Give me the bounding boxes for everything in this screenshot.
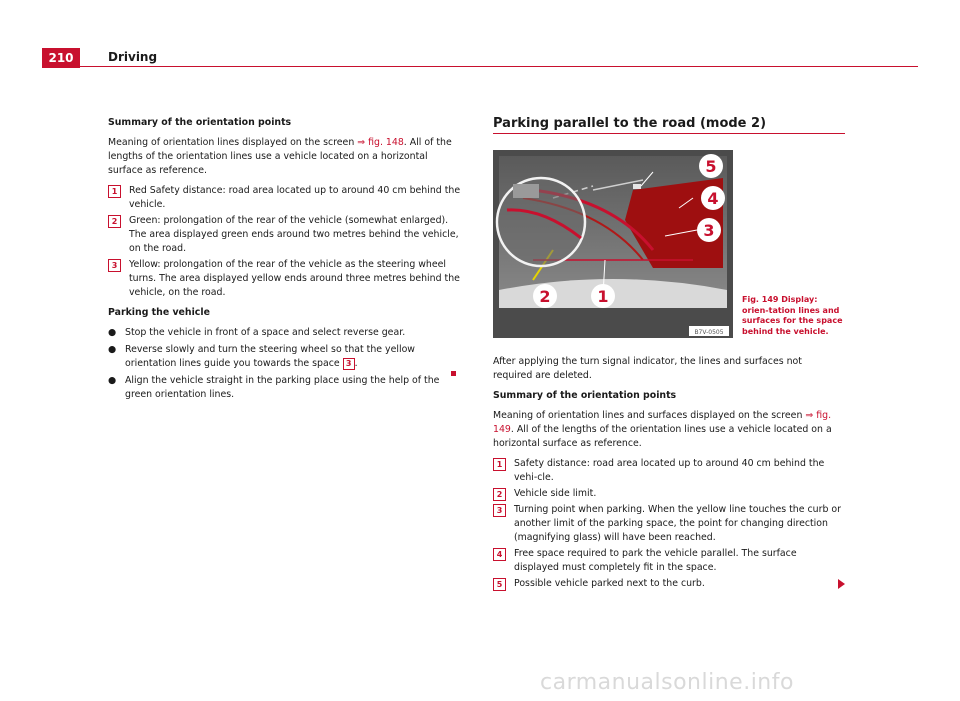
callout-2-label: 2 [539, 287, 551, 306]
watermark: carmanualsonline.info [540, 670, 794, 695]
num-badge: 1 [493, 458, 506, 471]
figure-caption: Fig. 149 Display: orien-tation lines and surfaces for the space behind the vehicle. [742, 295, 843, 336]
left-intro-post: . All of the lengths of the orientation lines use a vehicle located on a horizontal surface as reference. [108, 137, 452, 176]
fig148-link[interactable]: ⇒ fig. 148 [357, 137, 404, 148]
callout-3-label: 3 [703, 221, 715, 240]
right-list-item [493, 547, 841, 575]
magnified-detail [513, 184, 539, 198]
header-rule [80, 66, 918, 67]
inline-ref-badge: 3 [343, 358, 355, 370]
section-title: Parking parallel to the road (mode 2) [493, 116, 767, 131]
bullet-item [108, 374, 464, 402]
right-intro [493, 409, 841, 451]
left-item-text: Yellow: prolongation of the rear of the vehicle as the steering wheel turns. The area displayed yellow ends around three metres behind the vehicle, on the road. [129, 259, 460, 298]
bullet-dot-icon: ● [108, 375, 117, 386]
bullet-text: Stop the vehicle in front of a space and select reverse gear. [125, 327, 406, 338]
callout-5-label: 5 [705, 157, 717, 176]
right-list-item [493, 487, 841, 501]
left-list-item [108, 214, 464, 256]
chapter-title: Driving [108, 50, 158, 64]
num-badge: 1 [108, 185, 121, 198]
left-item-text: Red Safety distance: road area located up to around 40 cm behind the vehicle. [129, 185, 461, 210]
parking-heading: Parking the vehicle [108, 307, 210, 318]
bullet-text: Align the vehicle straight in the parking place using the help of the green orientation lines. [125, 375, 440, 400]
right-column [493, 355, 841, 593]
bullet-dot-icon: ● [108, 327, 117, 338]
left-item-text: Green: prolongation of the rear of the vehicle (somewhat enlarged). The area displayed green ends around two metres behind the vehicle, on the road. [129, 215, 459, 254]
num-badge: 3 [493, 504, 506, 517]
callout-1-label: 1 [597, 287, 609, 306]
num-badge: 2 [493, 488, 506, 501]
right-intro-post: . All of the lengths of the orientation lines use a vehicle located on a horizontal surface as reference. [493, 424, 832, 449]
continue-arrow-icon [838, 579, 845, 589]
right-summary-heading: Summary of the orientation points [493, 390, 677, 401]
section-rule [493, 133, 845, 134]
fig149-link[interactable]: ⇒ fig. 149 [493, 410, 832, 435]
left-list-item [108, 184, 464, 212]
right-item-text: Vehicle side limit. [514, 488, 597, 499]
bullet-item [108, 343, 464, 371]
after-text: After applying the turn signal indicator, the lines and surfaces not required are deleted. [493, 356, 802, 381]
right-item-text: Free space required to park the vehicle parallel. The surface displayed must completely fit in the space. [514, 548, 797, 573]
left-intro-pre: Meaning of orientation lines displayed on the screen [108, 137, 358, 148]
left-list-item [108, 258, 464, 300]
bullet-dot-icon: ● [108, 344, 117, 355]
parking-camera-figure [493, 150, 733, 338]
right-item-text: Safety distance: road area located up to around 40 cm behind the vehi-cle. [514, 458, 825, 483]
magnifying-glass-icon [497, 178, 585, 266]
callout-4-label: 4 [707, 189, 719, 208]
bullet-text-end: . [354, 358, 358, 369]
right-item-text: Possible vehicle parked next to the curb. [514, 578, 705, 589]
bullet-text: Reverse slowly and turn the steering wheel so that the yellow orientation lines guide you towards the space [125, 344, 415, 369]
left-summary-heading: Summary of the orientation points [108, 117, 292, 128]
parked-vehicle-marker [633, 184, 641, 189]
right-item-text: Turning point when parking. When the yellow line touches the curb or another limit of the parking space, the point for changing direction (magnifying glass) will have been reached. [514, 504, 841, 543]
num-badge: 4 [493, 548, 506, 561]
left-column [108, 116, 464, 405]
right-list-item [493, 577, 841, 591]
num-badge: 2 [108, 215, 121, 228]
num-badge: 5 [493, 578, 506, 591]
right-intro-pre: Meaning of orientation lines and surfaces displayed on the screen [493, 410, 806, 421]
num-badge: 3 [108, 259, 121, 272]
right-list-item [493, 457, 841, 485]
section-end-marker [451, 371, 456, 376]
left-intro [108, 136, 464, 178]
figure-code: B7V-0505 [694, 329, 724, 336]
bullet-item [108, 326, 464, 340]
right-list-item [493, 503, 841, 545]
page-number: 210 [42, 48, 80, 68]
